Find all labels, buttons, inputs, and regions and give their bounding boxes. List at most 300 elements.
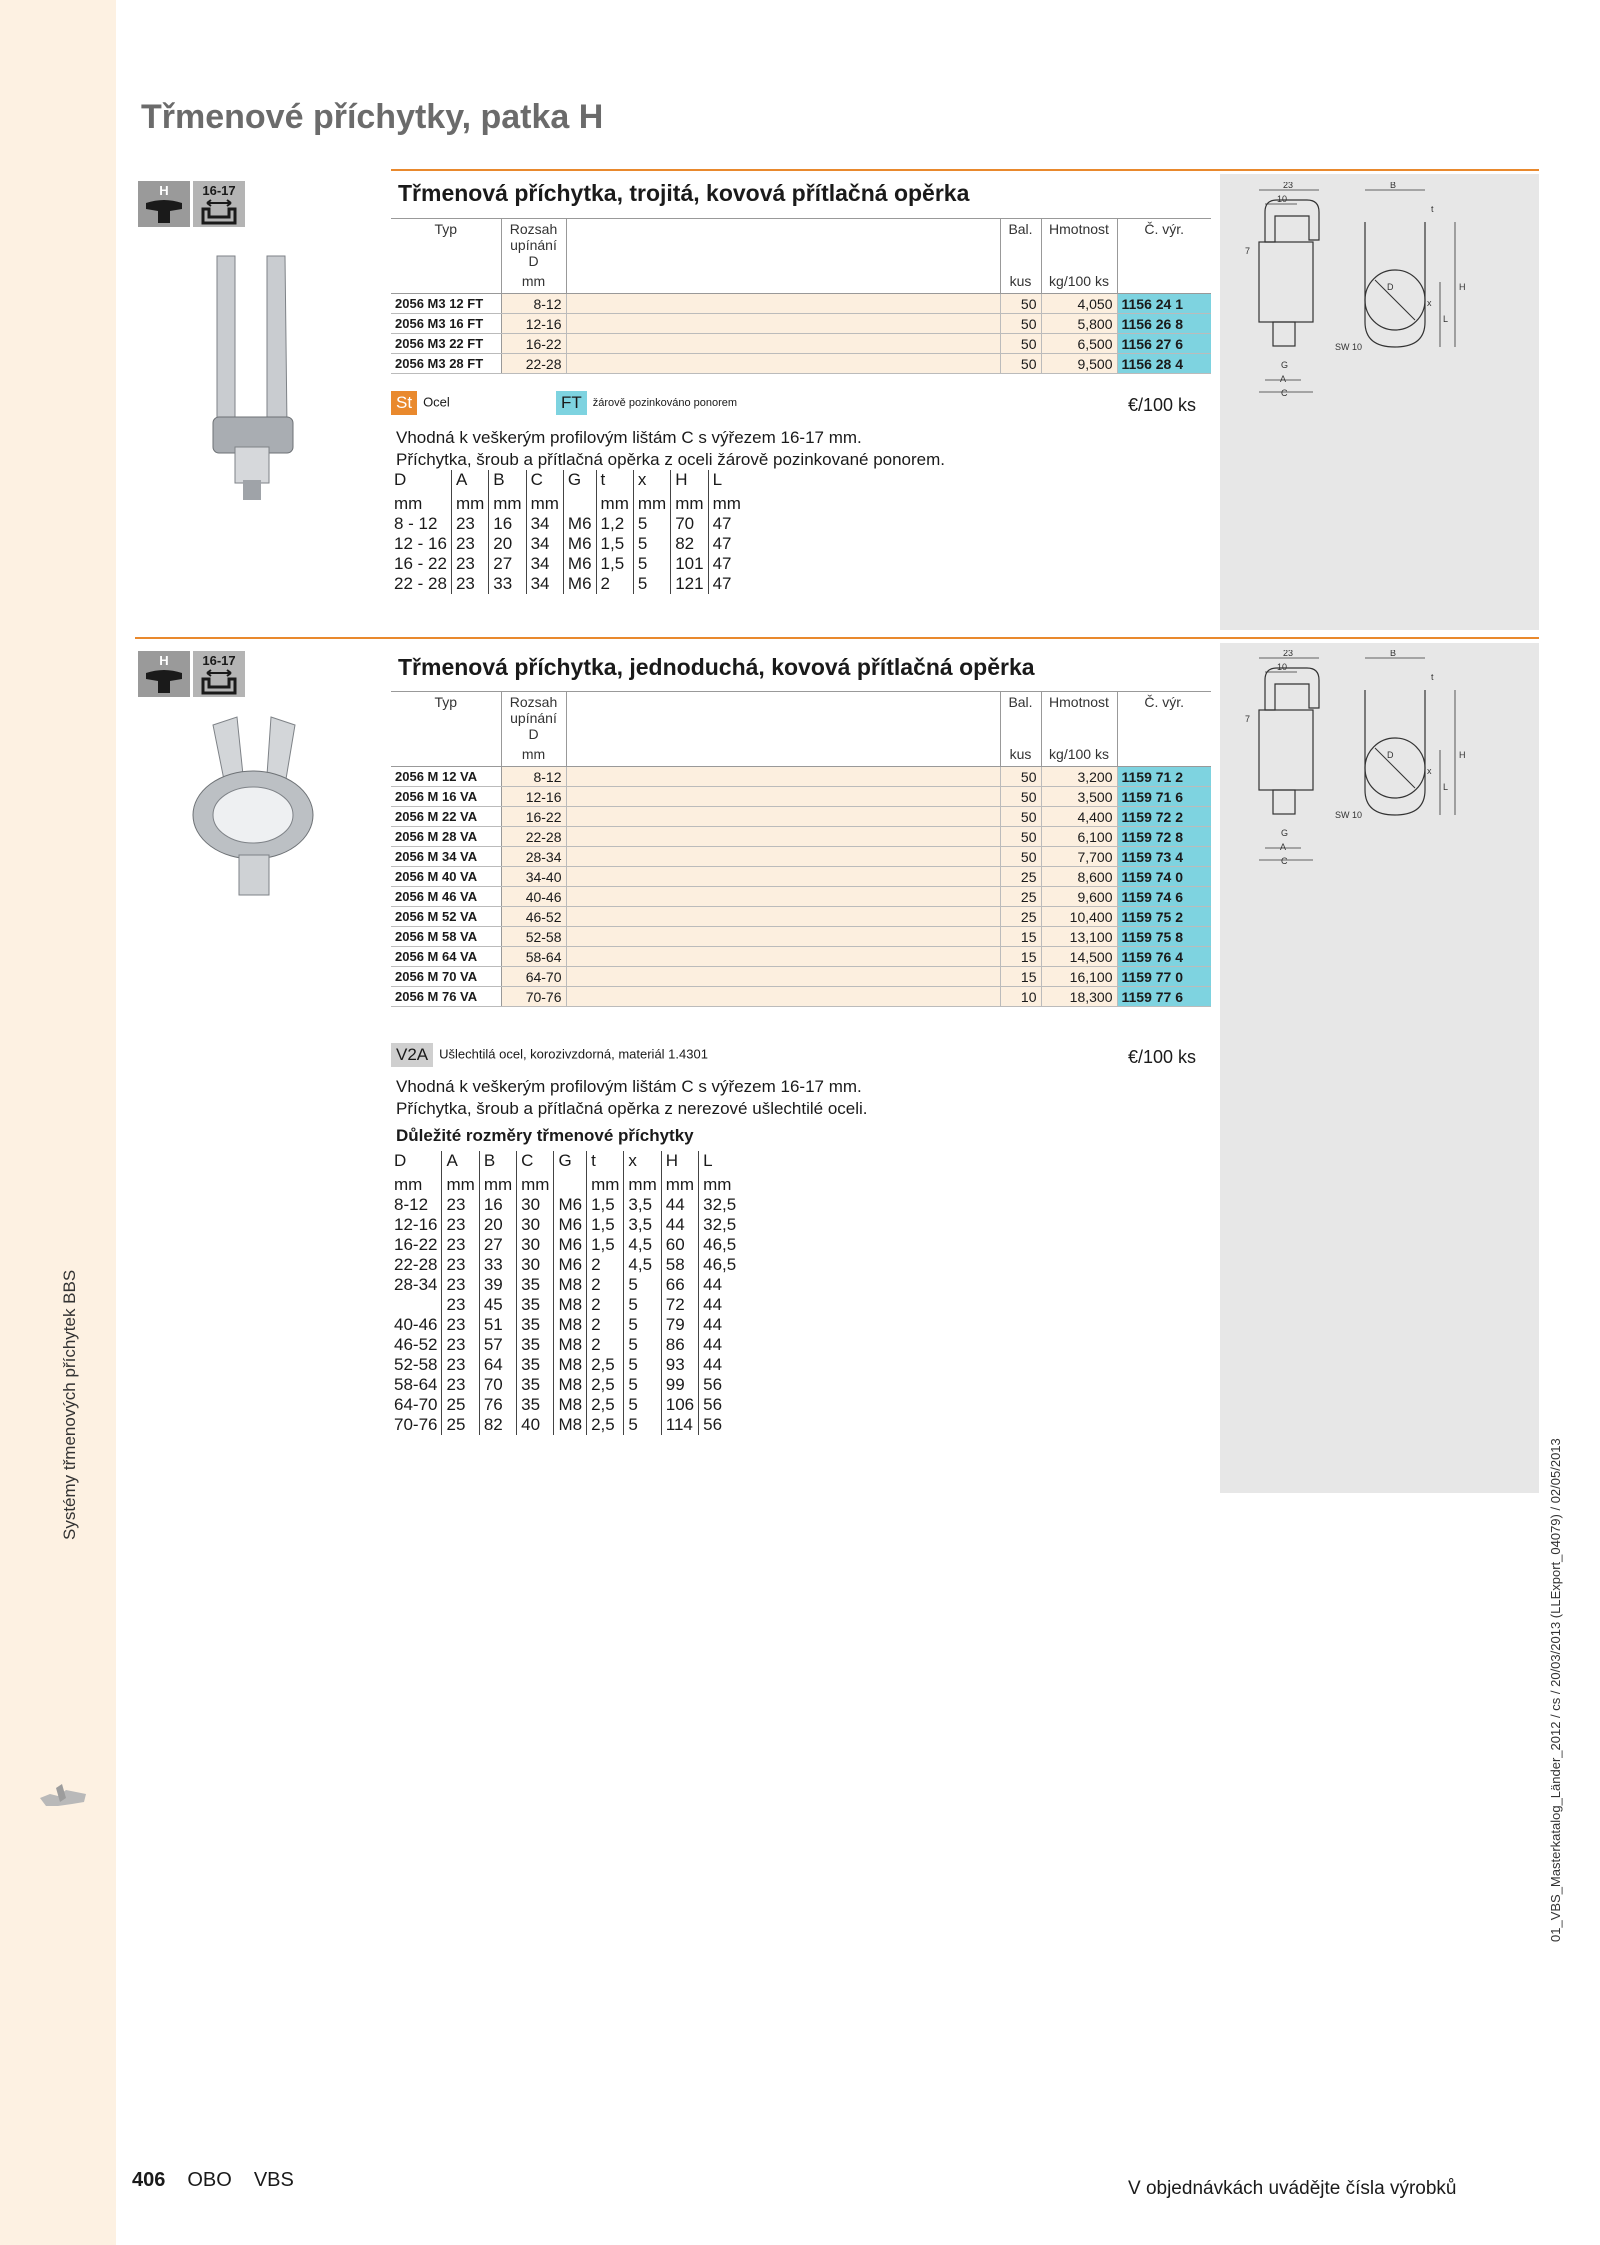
cell-hmotnost: 9,600 [1041,887,1117,907]
label-h: H [1459,750,1466,760]
dim-cell: 57 [479,1335,516,1355]
cell-cvyr: 1156 26 8 [1117,314,1211,334]
dim-cell: 23 [451,534,488,554]
dim-col-unit: mm [446,1175,475,1194]
cell-hmotnost: 18,300 [1041,987,1117,1007]
dim-cell: 5 [624,1335,661,1355]
dim-col-unit: mm [394,494,423,513]
cell-rozsah: 46-52 [501,907,566,927]
cell-bal: 15 [1000,927,1041,947]
dim-col-unit: mm [675,494,704,513]
label-23: 23 [1283,182,1294,190]
dim-cell: 51 [479,1315,516,1335]
dim-row [390,1295,740,1315]
triple-clamp-photo [205,252,300,502]
cell-rozsah: 58-64 [501,947,566,967]
col-hmotnost: Hmotnost [1041,219,1117,272]
dim-cell: 5 [624,1375,661,1395]
label-sw10: SW 10 [1335,810,1363,820]
dim-cell: 5 [624,1395,661,1415]
cell-hmotnost: 10,400 [1041,907,1117,927]
dim-col-unit: mm [591,1175,620,1194]
cell-hmotnost: 13,100 [1041,927,1117,947]
dim-cell: 114 [661,1415,698,1435]
cell-typ: 2056 M 22 VA [391,807,501,827]
dim-cell: 27 [489,554,526,574]
cable-clip-icon [36,1776,92,1816]
table-row [391,767,1211,787]
cell-cvyr: 1156 24 1 [1117,294,1211,314]
dim-cell: 27 [479,1235,516,1255]
dim-cell: M8 [554,1375,587,1395]
label-t: t [1431,204,1434,214]
footer-section: VBS [253,2169,294,2191]
dim-col-header [661,1151,698,1195]
section1-product-table [391,218,1211,374]
dim-cell: 16 - 22 [390,554,451,574]
dim-col-unit: mm [637,494,667,513]
cell-cvyr: 1159 74 6 [1117,887,1211,907]
cell-cvyr: 1159 71 2 [1117,767,1211,787]
stirrup-outline [1265,668,1319,710]
left-margin-bar [0,0,116,2245]
dim-cell: M6 [554,1235,587,1255]
label-l: L [1443,782,1449,792]
sidebar-label: Systémy třmenových příchytek BBS [60,1269,79,1540]
col-hmotnost: Hmotnost [1041,692,1117,745]
dim-cell: 23 [451,574,488,594]
cell-typ: 2056 M 52 VA [391,907,501,927]
cell-rozsah: 8-12 [501,767,566,787]
single-clamp-photo [185,715,320,910]
dim-col-header [699,1151,741,1195]
unit-hmotnost: kg/100 ks [1041,271,1117,294]
cell-hmotnost: 4,400 [1041,807,1117,827]
dim-col-name: B [483,1151,496,1170]
dim-col-header [587,1151,624,1195]
export-footer: 01_VBS_Masterkatalog_Länder_2012 / cs / 20/03/2013 (LLExport_04079) / 02/05/2013 [1548,1438,1563,1942]
dim-cell: 56 [703,1415,723,1434]
page-number: 406 [132,2169,166,2191]
cell-hmotnost: 3,200 [1041,767,1117,787]
dim-cell: 5 [633,514,670,534]
cell-bal: 50 [1000,314,1041,334]
label-7: 7 [1245,246,1251,256]
dim-cell: M6 [554,1195,587,1215]
dim-cell: 23 [442,1215,479,1235]
label-x: x [1427,298,1432,308]
dim-cell: 2 [587,1275,624,1295]
section2-material-v2a: V2A Ušlechtilá ocel, korozivzdorná, materiál 1.4301 [391,1043,708,1067]
cell-spacer [566,294,1000,314]
cell-spacer [566,887,1000,907]
cell-typ: 2056 M3 12 FT [391,294,501,314]
dim-cell: M6 [563,514,596,534]
dim-cell: M6 [554,1255,587,1275]
cell-bal: 25 [1000,907,1041,927]
section2-badge-h: H [138,651,190,697]
cell-bal: 50 [1000,294,1041,314]
dim-cell: 93 [661,1355,698,1375]
table-row [391,907,1211,927]
cell-typ: 2056 M 16 VA [391,787,501,807]
cell-bal: 15 [1000,967,1041,987]
cell-spacer [566,334,1000,354]
table-row [391,847,1211,867]
dim-cell: 2,5 [587,1375,624,1395]
dim-row [390,554,745,574]
cell-typ: 2056 M3 16 FT [391,314,501,334]
dim-cell: 1,5 [596,554,633,574]
label-7: 7 [1245,714,1251,724]
label-g: G [1281,360,1289,370]
cell-typ: 2056 M 28 VA [391,827,501,847]
dim-cell: M6 [563,574,596,594]
dim-cell: 1,5 [587,1195,624,1215]
dim-cell: 70 [479,1375,516,1395]
table-row [391,334,1211,354]
label-c: C [1281,856,1288,866]
dim-cell: 33 [489,574,526,594]
label-a: A [1280,842,1287,852]
dim-cell: 23 [442,1335,479,1355]
label-d: D [1387,282,1394,292]
dim-cell: 35 [517,1395,554,1415]
cell-spacer [566,767,1000,787]
dim-cell: 2 [587,1295,624,1315]
dim-row [390,1315,740,1335]
dim-col-unit: mm [394,1175,423,1194]
dim-cell: 44 [703,1315,723,1334]
dim-col-header [390,1151,442,1195]
dim-cell: 16 [489,514,526,534]
dim-cell: 35 [517,1295,554,1315]
dim-cell: 101 [671,554,708,574]
label-10: 10 [1277,662,1288,672]
dim-cell: 8-12 [390,1195,442,1215]
dim-cell: 44 [703,1295,723,1314]
dim-cell: 30 [517,1215,554,1235]
dim-cell: 1,2 [596,514,633,534]
cell-hmotnost: 5,800 [1041,314,1117,334]
cell-cvyr: 1159 75 2 [1117,907,1211,927]
stirrup-outline [1265,200,1319,242]
table-row [391,987,1211,1007]
dim-col-name: H [665,1151,679,1170]
dim-row [390,1395,740,1415]
cell-hmotnost: 7,700 [1041,847,1117,867]
dim-col-name: G [558,1151,572,1170]
cell-typ: 2056 M 64 VA [391,947,501,967]
cell-rozsah: 12-16 [501,314,566,334]
cell-spacer [566,907,1000,927]
cell-bal: 50 [1000,847,1041,867]
cell-bal: 15 [1000,947,1041,967]
dim-cell: 40-46 [390,1315,442,1335]
cell-hmotnost: 9,500 [1041,354,1117,374]
dim-cell: 23 [442,1255,479,1275]
dim-col-name: G [567,470,582,489]
dim-row [390,1335,740,1355]
dim-cell: 33 [479,1255,516,1275]
dim-cell: 28-34 [390,1275,442,1295]
dim-col-unit: mm [483,1175,513,1194]
cell-cvyr: 1159 77 6 [1117,987,1211,1007]
dim-cell: 1,5 [596,534,633,554]
cell-rozsah: 64-70 [501,967,566,987]
col-cvyr: Č. výr. [1144,221,1185,237]
dim-cell: 5 [633,534,670,554]
dim-col-header [596,470,633,514]
dim-cell: M8 [554,1355,587,1375]
cell-spacer [566,827,1000,847]
dim-col-header [671,470,708,514]
dim-cell: 44 [703,1335,723,1354]
dim-cell: M6 [554,1215,587,1235]
section1-material-ft: FT žárově pozinkováno ponorem [556,391,737,415]
dim-cell: 22 - 28 [390,574,451,594]
dim-cell: 5 [624,1315,661,1335]
cell-cvyr: 1159 77 0 [1117,967,1211,987]
dim-cell: 23 [451,514,488,534]
dim-col-name: C [521,1151,534,1170]
dim-cell: M8 [554,1315,587,1335]
label-d: D [1387,750,1394,760]
dim-cell: 20 [479,1215,516,1235]
table-row [391,354,1211,374]
dim-cell: 4,5 [624,1235,661,1255]
section1-technical-drawing [1235,182,1535,432]
dim-row [390,1235,740,1255]
cell-rozsah: 16-22 [501,334,566,354]
dim-cell: 56 [703,1395,723,1414]
clamp-body [1259,242,1313,322]
dim-cell: 2,5 [587,1395,624,1415]
section1-material-st: St Ocel [391,391,450,415]
dim-col-unit: mm [628,1175,657,1194]
cell-cvyr: 1159 74 0 [1117,867,1211,887]
dim-col-unit: mm [712,494,741,513]
dim-cell: M8 [554,1275,587,1295]
dim-cell: 46-52 [390,1335,442,1355]
cell-rozsah: 70-76 [501,987,566,1007]
cell-typ: 2056 M3 22 FT [391,334,501,354]
section1-dimension-table [390,470,745,594]
table-row [391,967,1211,987]
dim-cell: M8 [554,1335,587,1355]
cell-rozsah: 28-34 [501,847,566,867]
section2-badge-range: 16-17 [193,651,245,697]
label-t: t [1431,672,1434,682]
label-b: B [1390,182,1397,190]
dim-col-name: t [591,1151,596,1170]
section1-top-rule [391,169,1539,171]
rail-h-icon [144,669,184,695]
section1-badge-h: H [138,181,190,227]
dim-col-name: t [600,470,606,489]
dim-cell: 52-58 [390,1355,442,1375]
cell-spacer [566,987,1000,1007]
cell-cvyr: 1159 76 4 [1117,947,1211,967]
cell-typ: 2056 M 40 VA [391,867,501,887]
col-typ: Typ [391,692,501,745]
label-h: H [1459,282,1466,292]
dim-col-name: D [394,470,407,489]
dim-cell: 23 [442,1235,479,1255]
dim-col-unit: mm [521,1175,550,1194]
section1-title: Třmenová příchytka, trojitá, kovová přítlačná opěrka [398,180,970,206]
dim-cell: 121 [671,574,708,594]
table-row [391,927,1211,947]
cell-typ: 2056 M 76 VA [391,987,501,1007]
section1-badge-range: 16-17 [193,181,245,227]
table-row [391,887,1211,907]
dim-col-name: B [493,470,505,489]
cell-hmotnost: 4,050 [1041,294,1117,314]
dim-cell: 8 - 12 [390,514,451,534]
dim-cell: 47 [712,534,732,553]
cell-typ: 2056 M 12 VA [391,767,501,787]
dim-cell: M6 [563,554,596,574]
dim-cell: 2,5 [587,1355,624,1375]
bracket-arc [1365,222,1425,347]
dim-row [390,1415,740,1435]
section2-product-table [391,691,1211,1007]
section1-price-unit: €/100 ks [1128,395,1197,415]
channel-width-icon [199,667,239,695]
unit-rozsah: mm [501,744,566,767]
cell-rozsah: 34-40 [501,867,566,887]
dim-cell: 47 [712,554,732,573]
col-cvyr: Č. výr. [1144,694,1185,710]
col-rozsah: Rozsah upínání D [501,219,566,272]
dim-col-name: C [530,470,543,489]
label-sw10: SW 10 [1335,342,1363,352]
section1-desc-2: Příchytka, šroub a přítlačná opěrka z oceli žárově pozinkované ponorem. [396,450,946,469]
page-title: Třmenové příchytky, patka H [141,98,604,136]
dim-col-header [489,470,526,514]
table-row [391,294,1211,314]
dim-col-unit: mm [703,1175,732,1194]
cell-bal: 25 [1000,887,1041,907]
cell-bal: 50 [1000,827,1041,847]
col-bal: Bal. [1000,692,1041,745]
dim-cell: 35 [517,1355,554,1375]
dim-cell: 23 [451,554,488,574]
dim-cell: 34 [526,534,563,554]
dim-col-header [517,1151,554,1195]
section2-dimension-table [390,1151,740,1435]
cell-typ: 2056 M 70 VA [391,967,501,987]
cell-rozsah: 16-22 [501,807,566,827]
dim-col-header [554,1151,587,1195]
dim-col-unit: mm [600,494,629,513]
cell-spacer [566,967,1000,987]
table-row [391,807,1211,827]
dim-cell: 40 [517,1415,554,1435]
dim-cell: 22-28 [390,1255,442,1275]
dim-cell: 76 [479,1395,516,1415]
table-row [391,314,1211,334]
dim-row [390,1275,740,1295]
dim-cell: 5 [624,1415,661,1435]
cell-hmotnost: 6,100 [1041,827,1117,847]
dim-cell: M8 [554,1295,587,1315]
section2-title: Třmenová příchytka, jednoduchá, kovová přítlačná opěrka [398,654,1035,680]
dim-cell [390,1295,442,1315]
dim-col-name: A [446,1151,458,1170]
dim-cell: 2 [596,574,633,594]
cell-rozsah: 12-16 [501,787,566,807]
dim-cell: 44 [661,1195,698,1215]
dim-col-name: L [712,470,723,489]
cell-cvyr: 1159 75 8 [1117,927,1211,947]
dim-cell: 2,5 [587,1415,624,1435]
cell-bal: 10 [1000,987,1041,1007]
label-23: 23 [1283,650,1294,658]
dim-cell: 56 [703,1375,723,1394]
dim-cell: 12-16 [390,1215,442,1235]
dim-cell: 23 [442,1375,479,1395]
dim-cell: 23 [442,1355,479,1375]
dim-cell: 35 [517,1315,554,1335]
cell-rozsah: 40-46 [501,887,566,907]
dim-cell: 2 [587,1335,624,1355]
dim-cell: 58 [661,1255,698,1275]
dim-col-name: H [675,470,688,489]
rail-h-icon [144,199,184,225]
dim-cell: 23 [442,1295,479,1315]
dim-cell: 23 [442,1315,479,1335]
cell-typ: 2056 M 34 VA [391,847,501,867]
dim-col-unit: mm [493,494,522,513]
dim-col-header [442,1151,479,1195]
cell-rozsah: 52-58 [501,927,566,947]
label-10: 10 [1277,194,1288,204]
cell-typ: 2056 M3 28 FT [391,354,501,374]
cell-bal: 50 [1000,807,1041,827]
dim-cell: 35 [517,1275,554,1295]
dim-cell: 39 [479,1275,516,1295]
unit-rozsah: mm [501,271,566,294]
dim-cell: 25 [442,1415,479,1435]
cell-cvyr: 1156 27 6 [1117,334,1211,354]
dim-cell: 5 [633,554,670,574]
dim-cell: 16-22 [390,1235,442,1255]
dim-cell: 47 [712,574,732,593]
dim-col-unit: mm [530,494,559,513]
cell-spacer [566,787,1000,807]
dim-col-unit: mm [665,1175,695,1194]
dim-cell: 3,5 [624,1195,661,1215]
channel-width-icon [199,197,239,225]
cell-cvyr: 1159 72 8 [1117,827,1211,847]
cell-bal: 50 [1000,334,1041,354]
footer-order-note: V objednávkách uvádějte čísla výrobků [1128,2178,1457,2199]
dim-cell: 1,5 [587,1215,624,1235]
dim-cell: 46,5 [703,1255,737,1274]
cell-bal: 50 [1000,767,1041,787]
cell-hmotnost: 8,600 [1041,867,1117,887]
unit-bal: kus [1000,271,1041,294]
dim-cell: 64 [479,1355,516,1375]
dim-row [390,514,745,534]
table-row [391,867,1211,887]
dim-cell: M6 [563,534,596,554]
dim-cell: 70 [671,514,708,534]
dim-row [390,1215,740,1235]
section2-price-unit: €/100 ks [1128,1047,1197,1067]
